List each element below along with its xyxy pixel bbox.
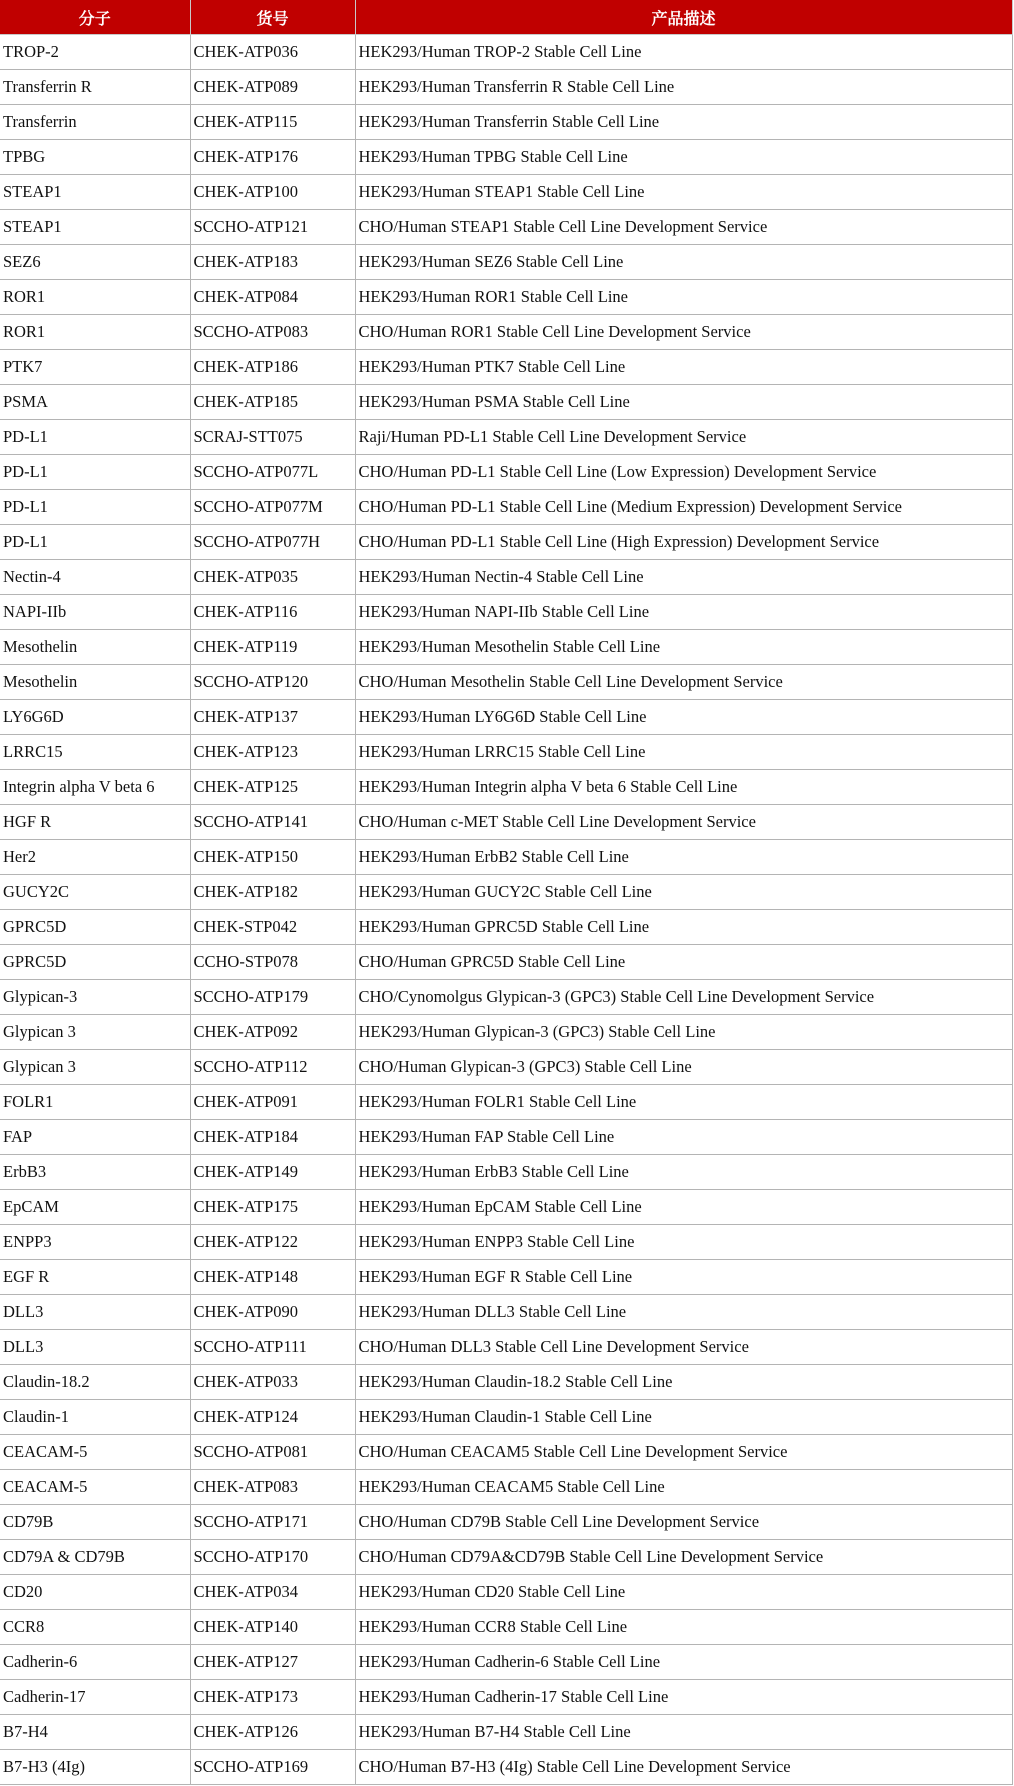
cell-molecule: ROR1 (0, 315, 190, 350)
cell-description: CHO/Human Glypican-3 (GPC3) Stable Cell Line (355, 1050, 1012, 1085)
table-row (0, 1575, 1012, 1610)
table-row (0, 35, 1012, 70)
cell-catalog-number: SCCHO-ATP179 (190, 980, 355, 1015)
cell-molecule: CEACAM-5 (0, 1470, 190, 1505)
cell-molecule: GPRC5D (0, 910, 190, 945)
cell-catalog-number: SCCHO-ATP077H (190, 525, 355, 560)
cell-description: HEK293/Human FOLR1 Stable Cell Line (355, 1085, 1012, 1120)
table-row (0, 210, 1012, 245)
cell-molecule: Mesothelin (0, 665, 190, 700)
header-description: 产品描述 (355, 0, 1012, 35)
cell-catalog-number: CHEK-ATP122 (190, 1225, 355, 1260)
cell-catalog-number: SCRAJ-STT075 (190, 420, 355, 455)
cell-catalog-number: CHEK-ATP184 (190, 1120, 355, 1155)
cell-catalog-number: CHEK-ATP083 (190, 1470, 355, 1505)
header-molecule: 分子 (0, 0, 190, 35)
cell-molecule: Claudin-1 (0, 1400, 190, 1435)
cell-molecule: PSMA (0, 385, 190, 420)
cell-description: CHO/Human CD79A&CD79B Stable Cell Line Development Service (355, 1540, 1012, 1575)
cell-description: HEK293/Human TPBG Stable Cell Line (355, 140, 1012, 175)
header-catalog-number: 货号 (190, 0, 355, 35)
cell-description: CHO/Human STEAP1 Stable Cell Line Development Service (355, 210, 1012, 245)
cell-molecule: Transferrin R (0, 70, 190, 105)
table-row (0, 420, 1012, 455)
cell-catalog-number: CHEK-ATP123 (190, 735, 355, 770)
table-row (0, 1330, 1012, 1365)
cell-description: HEK293/Human PTK7 Stable Cell Line (355, 350, 1012, 385)
table-row (0, 1435, 1012, 1470)
cell-description: HEK293/Human CEACAM5 Stable Cell Line (355, 1470, 1012, 1505)
cell-catalog-number: CHEK-ATP149 (190, 1155, 355, 1190)
cell-catalog-number: CHEK-ATP034 (190, 1575, 355, 1610)
cell-catalog-number: CHEK-ATP033 (190, 1365, 355, 1400)
cell-description: HEK293/Human CD20 Stable Cell Line (355, 1575, 1012, 1610)
cell-description: HEK293/Human Claudin-1 Stable Cell Line (355, 1400, 1012, 1435)
cell-catalog-number: SCCHO-ATP112 (190, 1050, 355, 1085)
cell-molecule: PD-L1 (0, 525, 190, 560)
cell-description: HEK293/Human Cadherin-6 Stable Cell Line (355, 1645, 1012, 1680)
cell-catalog-number: SCCHO-ATP083 (190, 315, 355, 350)
cell-molecule: STEAP1 (0, 175, 190, 210)
cell-description: HEK293/Human FAP Stable Cell Line (355, 1120, 1012, 1155)
table-row (0, 1260, 1012, 1295)
table-row (0, 525, 1012, 560)
cell-catalog-number: CHEK-ATP125 (190, 770, 355, 805)
table-row (0, 1470, 1012, 1505)
cell-molecule: Her2 (0, 840, 190, 875)
cell-molecule: FAP (0, 1120, 190, 1155)
table-row (0, 665, 1012, 700)
cell-description: HEK293/Human GUCY2C Stable Cell Line (355, 875, 1012, 910)
cell-description: HEK293/Human Mesothelin Stable Cell Line (355, 630, 1012, 665)
cell-molecule: NAPI-IIb (0, 595, 190, 630)
cell-description: HEK293/Human ROR1 Stable Cell Line (355, 280, 1012, 315)
cell-molecule: DLL3 (0, 1295, 190, 1330)
cell-description: CHO/Human GPRC5D Stable Cell Line (355, 945, 1012, 980)
cell-description: HEK293/Human ErbB3 Stable Cell Line (355, 1155, 1012, 1190)
cell-catalog-number: CHEK-ATP091 (190, 1085, 355, 1120)
cell-catalog-number: CHEK-ATP176 (190, 140, 355, 175)
table-row (0, 1540, 1012, 1575)
table-row (0, 560, 1012, 595)
cell-catalog-number: SCCHO-ATP077M (190, 490, 355, 525)
cell-molecule: LRRC15 (0, 735, 190, 770)
cell-molecule: EGF R (0, 1260, 190, 1295)
cell-description: HEK293/Human DLL3 Stable Cell Line (355, 1295, 1012, 1330)
cell-catalog-number: CHEK-ATP084 (190, 280, 355, 315)
cell-molecule: Glypican 3 (0, 1050, 190, 1085)
cell-catalog-number: CHEK-ATP119 (190, 630, 355, 665)
cell-description: CHO/Human B7-H3 (4Ig) Stable Cell Line Development Service (355, 1750, 1012, 1785)
cell-description: HEK293/Human LRRC15 Stable Cell Line (355, 735, 1012, 770)
cell-molecule: Glypican-3 (0, 980, 190, 1015)
cell-description: HEK293/Human Cadherin-17 Stable Cell Line (355, 1680, 1012, 1715)
cell-catalog-number: CHEK-ATP089 (190, 70, 355, 105)
table-row (0, 140, 1012, 175)
cell-catalog-number: CHEK-ATP148 (190, 1260, 355, 1295)
table-row (0, 1400, 1012, 1435)
table-row (0, 350, 1012, 385)
cell-molecule: PD-L1 (0, 455, 190, 490)
cell-molecule: Claudin-18.2 (0, 1365, 190, 1400)
table-row (0, 1015, 1012, 1050)
cell-description: HEK293/Human NAPI-IIb Stable Cell Line (355, 595, 1012, 630)
cell-description: HEK293/Human LY6G6D Stable Cell Line (355, 700, 1012, 735)
cell-molecule: PD-L1 (0, 420, 190, 455)
cell-molecule: PTK7 (0, 350, 190, 385)
cell-catalog-number: CHEK-ATP126 (190, 1715, 355, 1750)
cell-molecule: CD20 (0, 1575, 190, 1610)
table-row (0, 1050, 1012, 1085)
cell-description: CHO/Human DLL3 Stable Cell Line Development Service (355, 1330, 1012, 1365)
table-row (0, 385, 1012, 420)
cell-catalog-number: CHEK-ATP150 (190, 840, 355, 875)
cell-catalog-number: SCCHO-ATP120 (190, 665, 355, 700)
cell-description: CHO/Human ROR1 Stable Cell Line Development Service (355, 315, 1012, 350)
cell-catalog-number: SCCHO-ATP171 (190, 1505, 355, 1540)
cell-catalog-number: CCHO-STP078 (190, 945, 355, 980)
cell-molecule: Glypican 3 (0, 1015, 190, 1050)
cell-catalog-number: CHEK-ATP115 (190, 105, 355, 140)
cell-catalog-number: SCCHO-ATP081 (190, 1435, 355, 1470)
table-row (0, 1120, 1012, 1155)
cell-description: HEK293/Human EpCAM Stable Cell Line (355, 1190, 1012, 1225)
cell-catalog-number: CHEK-ATP175 (190, 1190, 355, 1225)
table-row (0, 805, 1012, 840)
table-row (0, 490, 1012, 525)
cell-description: CHO/Human PD-L1 Stable Cell Line (Low Expression) Development Service (355, 455, 1012, 490)
table-row (0, 630, 1012, 665)
table-row (0, 1295, 1012, 1330)
table-row (0, 980, 1012, 1015)
table-row (0, 280, 1012, 315)
cell-molecule: ENPP3 (0, 1225, 190, 1260)
cell-catalog-number: CHEK-ATP173 (190, 1680, 355, 1715)
cell-description: HEK293/Human B7-H4 Stable Cell Line (355, 1715, 1012, 1750)
cell-description: CHO/Human PD-L1 Stable Cell Line (High Expression) Development Service (355, 525, 1012, 560)
table-row (0, 245, 1012, 280)
cell-molecule: LY6G6D (0, 700, 190, 735)
table-row (0, 1365, 1012, 1400)
table-row (0, 700, 1012, 735)
table-row (0, 1085, 1012, 1120)
table-row (0, 105, 1012, 140)
cell-molecule: CEACAM-5 (0, 1435, 190, 1470)
cell-description: HEK293/Human ErbB2 Stable Cell Line (355, 840, 1012, 875)
cell-molecule: HGF R (0, 805, 190, 840)
cell-molecule: Nectin-4 (0, 560, 190, 595)
table-row (0, 840, 1012, 875)
cell-molecule: CCR8 (0, 1610, 190, 1645)
table-row (0, 770, 1012, 805)
table-row (0, 455, 1012, 490)
cell-catalog-number: CHEK-ATP116 (190, 595, 355, 630)
table-row (0, 315, 1012, 350)
cell-catalog-number: SCCHO-ATP121 (190, 210, 355, 245)
cell-catalog-number: CHEK-ATP035 (190, 560, 355, 595)
cell-description: HEK293/Human SEZ6 Stable Cell Line (355, 245, 1012, 280)
cell-molecule: TROP-2 (0, 35, 190, 70)
table-row (0, 1645, 1012, 1680)
cell-description: HEK293/Human GPRC5D Stable Cell Line (355, 910, 1012, 945)
cell-molecule: CD79B (0, 1505, 190, 1540)
cell-molecule: ErbB3 (0, 1155, 190, 1190)
cell-description: HEK293/Human Glypican-3 (GPC3) Stable Cell Line (355, 1015, 1012, 1050)
cell-molecule: Mesothelin (0, 630, 190, 665)
table-row (0, 1610, 1012, 1645)
table-row (0, 1190, 1012, 1225)
cell-catalog-number: SCCHO-ATP141 (190, 805, 355, 840)
table-row (0, 175, 1012, 210)
table-row (0, 910, 1012, 945)
cell-description: CHO/Human Mesothelin Stable Cell Line Development Service (355, 665, 1012, 700)
table-row (0, 945, 1012, 980)
cell-catalog-number: CHEK-ATP182 (190, 875, 355, 910)
cell-description: CHO/Human CD79B Stable Cell Line Development Service (355, 1505, 1012, 1540)
cell-catalog-number: CHEK-ATP036 (190, 35, 355, 70)
cell-description: HEK293/Human STEAP1 Stable Cell Line (355, 175, 1012, 210)
cell-catalog-number: CHEK-ATP186 (190, 350, 355, 385)
table-row (0, 595, 1012, 630)
cell-catalog-number: CHEK-ATP092 (190, 1015, 355, 1050)
cell-molecule: GPRC5D (0, 945, 190, 980)
cell-molecule: GUCY2C (0, 875, 190, 910)
table-body (0, 35, 1012, 1785)
cell-molecule: EpCAM (0, 1190, 190, 1225)
cell-molecule: B7-H4 (0, 1715, 190, 1750)
table-row (0, 735, 1012, 770)
cell-catalog-number: CHEK-ATP090 (190, 1295, 355, 1330)
table-row (0, 1750, 1012, 1785)
cell-description: HEK293/Human ENPP3 Stable Cell Line (355, 1225, 1012, 1260)
cell-description: HEK293/Human PSMA Stable Cell Line (355, 385, 1012, 420)
cell-catalog-number: CHEK-ATP127 (190, 1645, 355, 1680)
cell-catalog-number: CHEK-ATP100 (190, 175, 355, 210)
cell-molecule: Integrin alpha V beta 6 (0, 770, 190, 805)
cell-catalog-number: CHEK-ATP185 (190, 385, 355, 420)
cell-molecule: TPBG (0, 140, 190, 175)
cell-catalog-number: SCCHO-ATP077L (190, 455, 355, 490)
cell-catalog-number: CHEK-ATP124 (190, 1400, 355, 1435)
table-row (0, 1680, 1012, 1715)
table-row (0, 70, 1012, 105)
cell-molecule: ROR1 (0, 280, 190, 315)
cell-molecule: SEZ6 (0, 245, 190, 280)
cell-catalog-number: SCCHO-ATP169 (190, 1750, 355, 1785)
cell-description: CHO/Cynomolgus Glypican-3 (GPC3) Stable Cell Line Development Service (355, 980, 1012, 1015)
cell-description: HEK293/Human Integrin alpha V beta 6 Stable Cell Line (355, 770, 1012, 805)
cell-molecule: B7-H3 (4Ig) (0, 1750, 190, 1785)
cell-catalog-number: CHEK-ATP140 (190, 1610, 355, 1645)
cell-catalog-number: CHEK-ATP183 (190, 245, 355, 280)
cell-description: CHO/Human PD-L1 Stable Cell Line (Medium Expression) Development Service (355, 490, 1012, 525)
cell-catalog-number: CHEK-STP042 (190, 910, 355, 945)
cell-description: CHO/Human c-MET Stable Cell Line Development Service (355, 805, 1012, 840)
cell-catalog-number: SCCHO-ATP111 (190, 1330, 355, 1365)
table-row (0, 1715, 1012, 1750)
cell-molecule: CD79A & CD79B (0, 1540, 190, 1575)
cell-molecule: Cadherin-6 (0, 1645, 190, 1680)
table-row (0, 875, 1012, 910)
cell-molecule: DLL3 (0, 1330, 190, 1365)
cell-catalog-number: SCCHO-ATP170 (190, 1540, 355, 1575)
cell-description: HEK293/Human EGF R Stable Cell Line (355, 1260, 1012, 1295)
table-row (0, 1225, 1012, 1260)
cell-description: CHO/Human CEACAM5 Stable Cell Line Development Service (355, 1435, 1012, 1470)
cell-molecule: STEAP1 (0, 210, 190, 245)
cell-description: HEK293/Human Claudin-18.2 Stable Cell Line (355, 1365, 1012, 1400)
cell-molecule: FOLR1 (0, 1085, 190, 1120)
table-row (0, 1155, 1012, 1190)
cell-description: HEK293/Human TROP-2 Stable Cell Line (355, 35, 1012, 70)
cell-catalog-number: CHEK-ATP137 (190, 700, 355, 735)
cell-description: Raji/Human PD-L1 Stable Cell Line Development Service (355, 420, 1012, 455)
cell-description: HEK293/Human Nectin-4 Stable Cell Line (355, 560, 1012, 595)
cell-description: HEK293/Human Transferrin R Stable Cell Line (355, 70, 1012, 105)
cell-molecule: Transferrin (0, 105, 190, 140)
cell-molecule: Cadherin-17 (0, 1680, 190, 1715)
cell-molecule: PD-L1 (0, 490, 190, 525)
cell-description: HEK293/Human CCR8 Stable Cell Line (355, 1610, 1012, 1645)
header-row (0, 0, 1012, 35)
cell-description: HEK293/Human Transferrin Stable Cell Line (355, 105, 1012, 140)
table-row (0, 1505, 1012, 1540)
